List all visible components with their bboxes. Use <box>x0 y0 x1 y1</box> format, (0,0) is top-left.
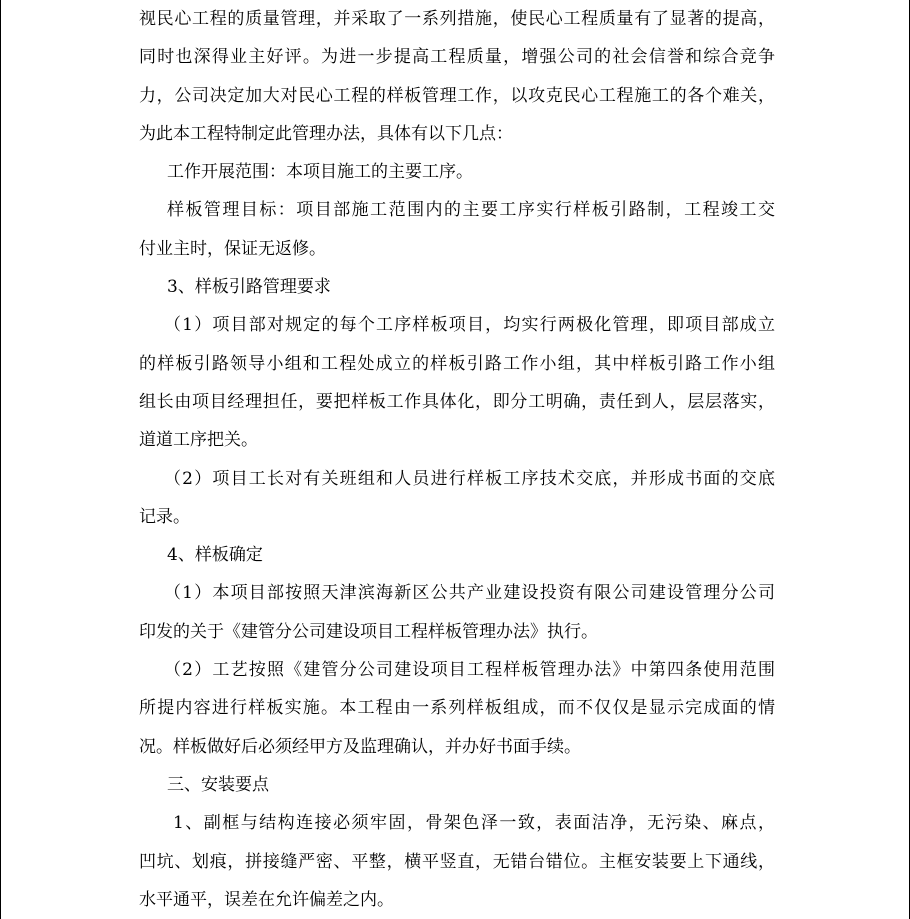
text-line: 三、安装要点 <box>167 774 269 795</box>
text-line: 的样板引路领导小组和工程处成立的样板引路工作小组，其中样板引路工作小组 <box>139 353 775 374</box>
text-line: 组长由项目经理担任，要把样板工作具体化，即分工明确，责任到人，层层落实， <box>139 391 775 412</box>
text-line: （2）工艺按照《建管分公司建设项目工程样板管理办法》中第四条使用范围 <box>164 660 775 681</box>
text-line: 视民心工程的质量管理，并采取了一系列措施，使民心工程质量有了显著的提高， <box>139 9 775 29</box>
paragraph-req-2 <box>139 460 775 537</box>
paragraph-heading-install <box>139 766 775 804</box>
paragraph-req-1 <box>139 306 775 459</box>
text-line: 工作开展范围：本项目施工的主要工序。 <box>167 162 473 183</box>
text-line: 水平通平，误差在允许偏差之内。 <box>139 889 394 910</box>
page-border-left <box>0 0 1 919</box>
paragraph-confirm-1 <box>139 574 775 651</box>
text-line: 况。样板做好后必须经甲方及监理确认，并办好书面手续。 <box>139 736 581 757</box>
text-line: 所提内容进行样板实施。本工程由一系列样板组成，而不仅仅是显示完成面的情 <box>139 698 775 719</box>
paragraph-intro <box>139 0 775 153</box>
paragraph-heading-3 <box>139 268 775 306</box>
text-line: 4、样板确定 <box>167 545 263 566</box>
text-line: 3、样板引路管理要求 <box>167 277 331 298</box>
paragraph-confirm-2 <box>139 651 775 766</box>
paragraph-scope <box>139 153 775 191</box>
paragraph-install-1 <box>139 804 775 919</box>
text-line: 凹坑、划痕，拼接缝严密、平整，横平竖直，无错台错位。主框安装要上下通线， <box>139 851 775 872</box>
text-line: （2）项目工长对有关班组和人员进行样板工序技术交底，并形成书面的交底 <box>164 468 775 489</box>
text-line: 记录。 <box>139 506 190 527</box>
text-line: 同时也深得业主好评。为进一步提高工程质量，增强公司的社会信誉和综合竞争 <box>139 47 775 68</box>
document-body <box>139 0 775 919</box>
paragraph-target <box>139 191 775 268</box>
paragraph-heading-4 <box>139 536 775 574</box>
text-line: 样板管理目标：项目部施工范围内的主要工序实行样板引路制，工程竣工交 <box>167 200 775 221</box>
text-line: 1、副框与结构连接必须牢固，骨架色泽一致，表面洁净，无污染、麻点， <box>173 813 775 834</box>
text-line: （1）项目部对规定的每个工序样板项目，均实行两极化管理，即项目部成立 <box>164 315 775 336</box>
text-line: 印发的关于《建管分公司建设项目工程样板管理办法》执行。 <box>139 621 598 642</box>
text-line: 为此本工程特制定此管理办法，具体有以下几点： <box>139 123 513 144</box>
text-line: 力，公司决定加大对民心工程的样板管理工作，以攻克民心工程施工的各个难关， <box>139 85 775 106</box>
text-line: 付业主时，保证无返修。 <box>139 238 326 259</box>
text-line: （1）本项目部按照天津滨海新区公共产业建设投资有限公司建设管理分公司 <box>164 583 775 604</box>
text-line: 道道工序把关。 <box>139 430 258 451</box>
